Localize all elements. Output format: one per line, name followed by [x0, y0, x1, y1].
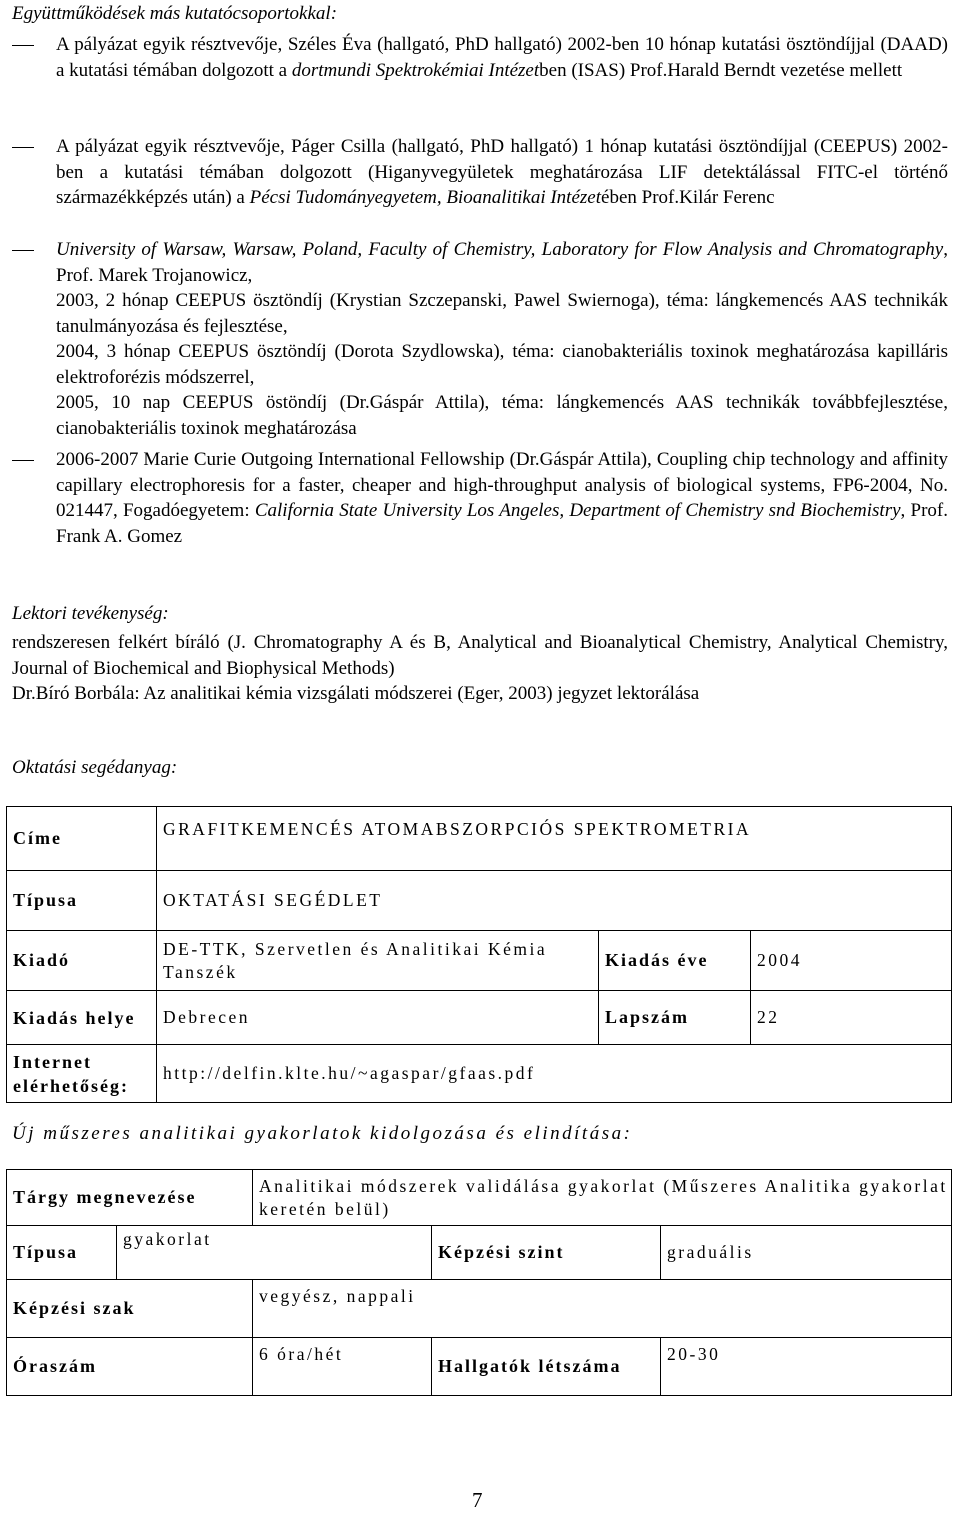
kepzesi-szint-label: Képzési szint	[432, 1226, 661, 1280]
dash-marker	[12, 147, 34, 148]
lapszam-label: Lapszám	[599, 991, 751, 1045]
lektori-review: Dr.Bíró Borbála: Az analitikai kémia vizsgálati módszerei (Eger, 2003) jegyzet lektorálása	[12, 683, 700, 704]
kiadas-eve-value: 2004	[751, 931, 952, 991]
collab-item-1: A pályázat egyik résztvevője, Széles Éva (hallgató, PhD hallgató) 2002-ben 10 hónap kutatási ösztöndíjjal (DAAD) a kutatási témában dolgozott a dortmundi Spektrokémiai Intézetben (ISAS) Prof.Harald Berndt vezetése mellett	[56, 34, 948, 81]
oraszam-label: Óraszám	[7, 1338, 253, 1396]
kepzesi-szint-value: graduális	[661, 1226, 952, 1280]
cime-value: GRAFITKEMENCÉS ATOMABSZORPCIÓS SPEKTROMETRIA	[157, 807, 952, 871]
hallgatok-value: 20-30	[661, 1338, 952, 1396]
targy-value: Analitikai módszerek validálása gyakorlat (Műszeres Analitika gyakorlat keretén belül)	[253, 1170, 952, 1226]
collab-heading: Együttműködések más kutatócsoportokkal:	[12, 3, 338, 24]
kiado-value: DE-TTK, Szervetlen és Analitikai Kémia Tanszék	[157, 931, 599, 991]
tipusa-label-2: Típusa	[7, 1226, 117, 1280]
kepzesi-szak-label: Képzési szak	[7, 1280, 253, 1338]
dash-marker	[12, 45, 34, 46]
kiadas-helye-value: Debrecen	[157, 991, 599, 1045]
internet-value: http://delfin.klte.hu/~agaspar/gfaas.pdf	[157, 1045, 952, 1103]
cime-label: Címe	[7, 807, 157, 871]
kiadas-eve-label: Kiadás éve	[599, 931, 751, 991]
new-practice-table	[6, 1169, 952, 1396]
hallgatok-label: Hallgatók létszáma	[432, 1338, 661, 1396]
tipusa-value: OKTATÁSI SEGÉDLET	[157, 871, 952, 931]
collab-item-4: 2006-2007 Marie Curie Outgoing International Fellowship (Dr.Gáspár Attila), Coupling chip technology and affinity capillary electrophoresis for a faster, cheaper and high-throughput analysis of biological systems, FP6-2004, No. 021447, Fogadóegyetem: California State University Los Angeles, Department of Chemistry snd Biochemistry, Prof. Frank A. Gomez	[56, 449, 948, 547]
collab-item-2: A pályázat egyik résztvevője, Páger Csilla (hallgató, PhD hallgató) 1 hónap kutatási ösztöndíjjal (CEEPUS) 2002-ben a kutatási témában dolgozott (Higanyvegyületek meghatározása LIF detektálással FITC-el történő származékképzés után) a Pécsi Tudományegyetem, Bioanalitikai Intézetében Prof.Kilár Ferenc	[56, 136, 948, 208]
teaching-material-table	[6, 806, 952, 1103]
lektori-heading: Lektori tevékenység:	[12, 603, 169, 624]
dash-marker	[12, 460, 34, 461]
kiado-label: Kiadó	[7, 931, 157, 991]
dash-marker	[12, 250, 34, 251]
tipusa-value-2: gyakorlat	[117, 1226, 432, 1280]
internet-label: Internet elérhetőség:	[7, 1045, 157, 1103]
oraszam-value: 6 óra/hét	[253, 1338, 432, 1396]
tipusa-label: Típusa	[7, 871, 157, 931]
targy-label: Tárgy megnevezése	[7, 1170, 253, 1226]
collab-item-3: University of Warsaw, Warsaw, Poland, Faculty of Chemistry, Laboratory for Flow Analysis and Chromatography, Prof. Marek Trojanowicz, 2003, 2 hónap CEEPUS ösztöndíj (Krystian Szczepanski, Pawel Swiernoga), téma: lángkemencés AAS technikák tanulmányozása és fejlesztése, 2004, 3 hónap CEEPUS ösztöndíj (Dorota Szydlowska), téma: cianobakteriális toxinok meghatározása kapilláris elektroforézis módszerrel, 2005, 10 nap CEEPUS östöndíj (Dr.Gáspár Attila), téma: lángkemencés AAS technikák továbbfejlesztése, cianobakteriális toxinok meghatározása	[56, 239, 948, 439]
oktatasi-heading: Oktatási segédanyag:	[12, 757, 178, 778]
lektori-text: rendszeresen felkért bíráló (J. Chromatography A és B, Analytical and Bioanalytical Chemistry, Analytical Chemistry, Journal of Biochemical and Biophysical Methods)	[12, 632, 948, 679]
lapszam-value: 22	[751, 991, 952, 1045]
uj-heading: Új műszeres analitikai gyakorlatok kidolgozása és elindítása:	[12, 1123, 633, 1144]
kiadas-helye-label: Kiadás helye	[7, 991, 157, 1045]
kepzesi-szak-value: vegyész, nappali	[253, 1280, 952, 1338]
page-number: 7	[472, 1488, 483, 1512]
